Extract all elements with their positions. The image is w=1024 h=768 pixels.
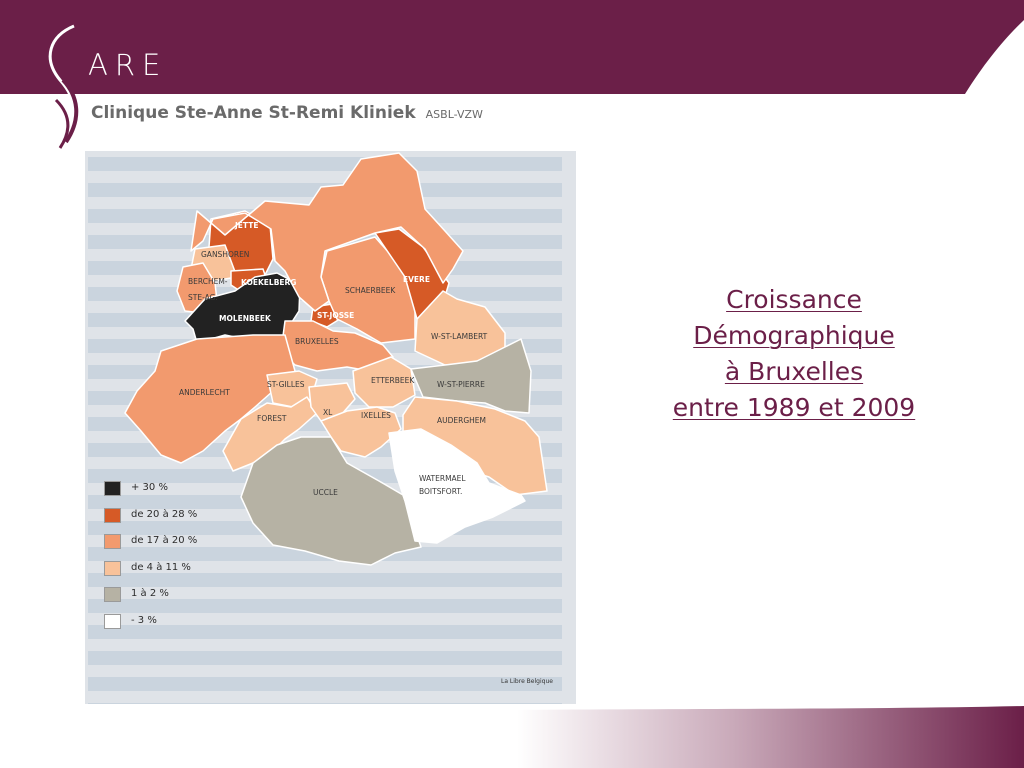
legend-label: de 20 à 28 % (131, 508, 198, 520)
district-label-berchem: BERCHEM- (188, 277, 228, 286)
district-label-koekelberg: KOEKELBERG (241, 278, 297, 287)
district-label-sjosse: ST-JOSSE (317, 311, 355, 320)
district-label-auderghem: AUDERGHEM (437, 416, 487, 425)
district-label-etterbeek: ETTERBEEK (371, 376, 415, 385)
district-label-watermael: BOITSFORT. (419, 487, 463, 496)
footer-gradient (0, 700, 1024, 768)
legend-swatch (104, 587, 121, 602)
logo-text: ARE (88, 48, 168, 82)
legend-label: - 3 % (131, 614, 157, 626)
district-label-wsp: W-ST-PIERRE (437, 380, 485, 389)
background-stripe (88, 157, 562, 171)
background-stripe (88, 625, 562, 639)
clinic-name-text: Clinique Ste-Anne St-Remi Kliniek (91, 103, 416, 123)
legend-swatch (104, 534, 121, 549)
background-stripe (88, 599, 562, 613)
title-line: Démographique (693, 321, 895, 350)
district-label-jette: JETTE (235, 221, 259, 230)
district-label-molenbeek: MOLENBEEK (219, 314, 271, 323)
district-label-wsl: W-ST-LAMBERT (431, 332, 488, 341)
title-line: à Bruxelles (724, 357, 864, 386)
legend-label: + 30 % (131, 482, 168, 493)
map-canvas (85, 151, 576, 704)
footer-gradient-shape (0, 700, 1024, 768)
map-source-credit: La Libre Belgique (501, 678, 553, 685)
district-label-anderlecht: ANDERLECHT (179, 388, 230, 397)
title-line: entre 1989 et 2009 (672, 393, 916, 422)
legend-swatch (104, 561, 121, 576)
legend-label: de 4 à 11 % (131, 561, 191, 573)
district-label-ixelles: IXELLES (361, 411, 391, 420)
background-stripe (88, 573, 562, 587)
district-label-bruxelles: BRUXELLES (295, 337, 339, 346)
district-label-watermael: WATERMAEL (419, 474, 466, 483)
legend-label: 1 à 2 % (131, 588, 169, 599)
clinic-name (91, 103, 483, 123)
district-label-stgilles: ST-GILLES (267, 380, 305, 389)
legend-swatch (104, 614, 121, 629)
district-label-uccle: UCCLE (313, 488, 338, 497)
district-label-ganshoren: GANSHOREN (201, 250, 250, 259)
district-label-schaerbeek: SCHAERBEEK (345, 286, 396, 295)
district-label-forest: FOREST (257, 414, 287, 423)
background-stripe (88, 651, 562, 665)
legend-label: de 17 à 20 % (131, 535, 198, 546)
district-label-xl: XL (323, 408, 333, 417)
title-line: Croissance (726, 285, 862, 314)
legend-swatch (104, 481, 121, 496)
background-stripe (88, 677, 562, 691)
legend-swatch (104, 508, 121, 523)
district-label-evere: EVERE (403, 275, 430, 284)
district-label-berchem: STE-AG. (188, 293, 218, 302)
logo-s-mark-icon (36, 18, 146, 158)
brussels-growth-map (85, 151, 576, 704)
clinic-suffix: ASBL-VZW (425, 108, 483, 121)
clinic-logo (36, 18, 146, 158)
slide-title (600, 282, 988, 426)
